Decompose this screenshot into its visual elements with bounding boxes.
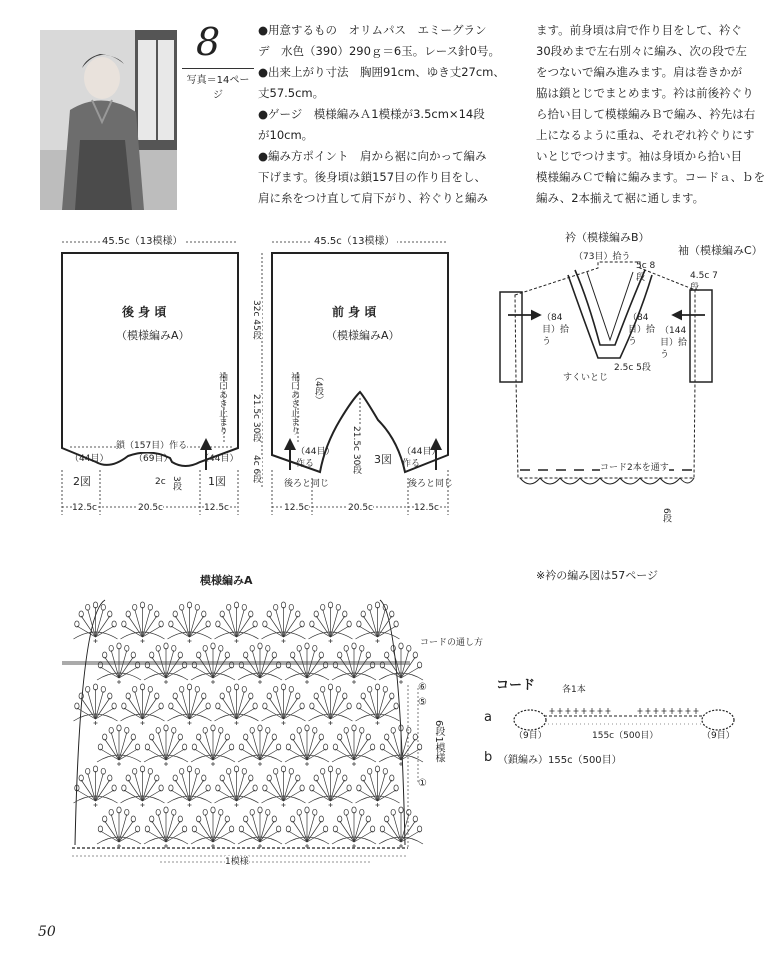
pattern-number: 8 [196,20,221,64]
front-44-right: （44目）作る [402,447,441,469]
front-armhole-label: 袖口あき止まり [289,372,299,435]
instruction-line: ら拾い目して模様編みＢで編み、衿先は右 [536,107,756,121]
sleeve-title: 袖（模様編みC） [678,244,763,257]
back-body-sub: （模様編みA） [116,329,190,342]
back-body-title: 後 身 頃 [122,305,167,319]
chart-cord-path: コードの通し方 [420,638,484,648]
collar-sukui: すくいとじ [563,373,609,383]
back-2c: 2c [155,477,166,487]
front-side-21: 21.5c 30段 [251,394,261,443]
chart-row-6: ⑥ [418,682,427,693]
back-dim-right: 12.5c [204,503,229,513]
front-dim-center: 20.5c [348,503,373,513]
instruction-line: 下げます。後身頃は鎖157目の作り目をし、 [258,170,487,184]
instruction-line: 上になるように重ね、それぞれ衿ぐりにす [536,128,755,142]
collar-chart-note: ※衿の編み図は57ページ [536,569,658,582]
instruction-line: いとじでつけます。袖は身頃から拾い目 [536,149,743,163]
instruction-line: 脇は鎖とじでまとめます。衿は前後衿ぐり [536,86,754,100]
front-body-sub: （模様編みA） [326,329,400,342]
sleeve-4-5c: 4.5c 7段 [690,271,718,293]
front-4-rows: （4段） [313,372,323,405]
cord-title: コード [496,678,536,693]
cord-b-label: b [484,750,493,765]
front-width: 45.5c（13模様） [314,236,395,247]
page-number: 50 [38,924,56,940]
cord-a-label: a [484,710,492,725]
chart-rows-repeat: 6段1模様 [433,720,444,763]
back-44-right: （44目） [200,454,239,464]
cord-a-155: 155c（500目） [592,731,659,741]
instruction-line: ●用意するもの オリムパス エミーグラン [258,23,487,37]
cord-a-9-left: （9目） [514,731,547,741]
back-dim-center: 20.5c [138,503,163,513]
front-side-4: 4c 6段 [251,455,261,484]
chart-stitch-repeat: 1模様 [225,857,249,867]
front-same-right: 後ろと同じ [408,479,454,489]
back-dim-left: 12.5c [72,503,97,513]
instruction-line: デ 水色（390）290ｇ＝6玉。レース針0号。 [258,44,500,58]
instruction-line: ます。前身頃は肩で作り目をして、衿ぐ [536,23,742,37]
back-width: 45.5c（13模様） [102,236,183,247]
cord-b-text: （鎖編み） [498,755,548,766]
collar-title: 衿（模様編みB） [565,231,650,244]
collar-5c: 5c 8段 [636,261,656,283]
back-44-left: （44目） [70,454,109,464]
collar-top-pickup: （73目）拾う [574,252,631,262]
back-fig2: 2図 [73,475,91,488]
collar-2-5c: 2.5c 5段 [614,363,651,373]
instruction-line: 編み、2本揃えて裾に通します。 [536,191,705,205]
front-same-left: 後ろと同じ [284,479,330,489]
back-fig1: 1図 [208,475,226,488]
hem-6-rows: 6段 [661,508,671,523]
cord-pass-label: コード2本を通す [600,463,669,473]
back-armhole-label: 袖口あき止まり [217,372,227,435]
instruction-line: 30段めまで左右別々に編み、次の段で左 [536,44,747,58]
back-3-rows: 3段 [171,476,181,491]
instruction-line: 丈57.5cm。 [258,86,325,100]
instruction-line: 模様編みＣで輪に編みます。コードａ、ｂを [536,170,765,184]
stitch-chart-a [62,600,418,862]
cord-each: 各1本 [562,685,586,695]
front-dim-left: 12.5c [284,503,309,513]
chart-row-5: ⑤ [418,697,427,708]
front-side-32: 32c 45段 [251,300,261,340]
instruction-line: ●出来上がり寸法 胸囲91cm、ゆき丈27cm、 [258,65,505,79]
front-fig3: 3図 [374,453,392,466]
front-44-left: （44目）作る [296,447,335,469]
instruction-line: をつないで編み進みます。肩は巻きかが [536,65,743,79]
photo-page-reference: 写真＝14ページ [182,68,254,101]
front-neck-21: 21.5c 30段 [351,426,361,475]
cord-a-9-right: （9目） [702,731,735,741]
back-69: （69目） [134,454,173,464]
front-dim-right: 12.5c [414,503,439,513]
back-chain-label: 鎖（157目）作る [116,441,188,451]
instruction-line: ●編み方ポイント 肩から裾に向かって編み [258,149,487,163]
collar-right-pickup: （84目）拾う [628,313,656,347]
cord-b-length: 155c（500目） [548,755,622,766]
instruction-line: が10cm。 [258,128,314,142]
collar-left-pickup: （84目）拾う [542,313,570,347]
chart-row-1: ① [418,778,427,789]
instruction-line: 肩に糸をつけ直して肩下がり、衿ぐりと編み [258,191,488,205]
sleeve-pickup: （144目）拾う [660,326,688,360]
chart-a-title: 模様編みA [200,574,253,587]
instruction-line: ●ゲージ 模様編みＡ1模様が3.5cm×14段 [258,107,485,121]
front-body-title: 前 身 頃 [332,305,377,319]
